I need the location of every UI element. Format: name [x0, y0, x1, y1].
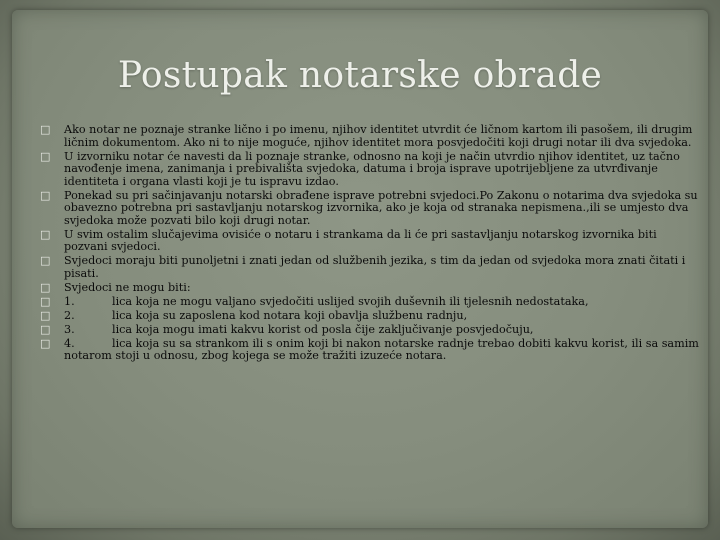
list-item: [40, 310, 700, 323]
square-bullet-icon: □: [40, 188, 51, 202]
list-item: [40, 255, 700, 280]
list-item: [40, 190, 700, 228]
item-text: lica koja mogu imati kakvu korist od posla čije zaključivanje posvjedočuju,: [112, 322, 534, 336]
item-text: Svjedoci ne mogu biti:: [64, 280, 191, 294]
list-item: [40, 338, 700, 363]
item-number: 3.: [64, 322, 75, 336]
item-text: lica koja su sa strankom ili s onim koji bi nakon notarske radnje trebao dobiti kakvu korist, ili sa samim notarom stoji u odnosu, zbog kojega se može tražiti izuzeće notara.: [64, 336, 699, 362]
square-bullet-icon: □: [40, 308, 51, 322]
list-item: [40, 324, 700, 337]
item-text: lica koja ne mogu valjano svjedočiti uslijed svojih duševnih ili tjelesnih nedostataka,: [112, 294, 589, 308]
square-bullet-icon: □: [40, 280, 51, 294]
square-bullet-icon: □: [40, 322, 51, 336]
item-number: 2.: [64, 308, 75, 322]
list-item: [40, 124, 700, 149]
list-item: [40, 296, 700, 309]
square-bullet-icon: □: [40, 254, 51, 267]
square-bullet-icon: □: [40, 336, 51, 350]
item-text: U izvorniku notar će navesti da li poznaje stranke, odnosno na koji je način utvrdio njihov identitet, uz tačno navođenje imena, zanimanja i prebivališta svjedoka, datuma i broja isprave upotrijebljene za utvrđivanje identiteta i organa vlasti koji je tu ispravu izdao.: [64, 149, 680, 188]
square-bullet-icon: □: [40, 123, 51, 136]
list-item: [40, 282, 700, 295]
square-bullet-icon: □: [40, 149, 51, 163]
item-number: 1.: [64, 294, 75, 308]
item-text: Ponekad su pri sačinjavanju notarski obrađene isprave potrebni svjedoci.Po Zakonu o notarima dva svjedoka su obavezno potrebna pri sastavljanju notarskog izvornika, ako je koja od stranaka nepismena.,ili se umjesto dva svjedoka može pozvati bilo koji drugi notar.: [64, 188, 698, 227]
item-number: 4.: [64, 336, 75, 350]
bullet-list: [40, 124, 700, 364]
square-bullet-icon: □: [40, 227, 51, 241]
item-text: Svjedoci moraju biti punoljetni i znati jedan od službenih jezika, s tim da jedan od svjedoka mora znati čitati i pisati.: [64, 254, 686, 280]
list-item: [40, 229, 700, 254]
item-text: U svim ostalim slučajevima ovisiće o notaru i strankama da li će pri sastavljanju notarskog izvornika biti pozvani svjedoci.: [64, 227, 657, 253]
square-bullet-icon: □: [40, 294, 51, 308]
slide-title: Postupak notarske obrade: [117, 55, 603, 96]
list-item: [40, 151, 700, 189]
item-text: Ako notar ne poznaje stranke lično i po imenu, njihov identitet utvrdit će ličnom kartom ili pasošem, ili drugim ličnim dokumentom. Ako ni to nije moguće, njihov identitet mora posvjedočiti koji drugi notar ili dva svjedoka.: [64, 123, 693, 149]
item-text: lica koja su zaposlena kod notara koji obavlja službenu radnju,: [112, 308, 468, 322]
